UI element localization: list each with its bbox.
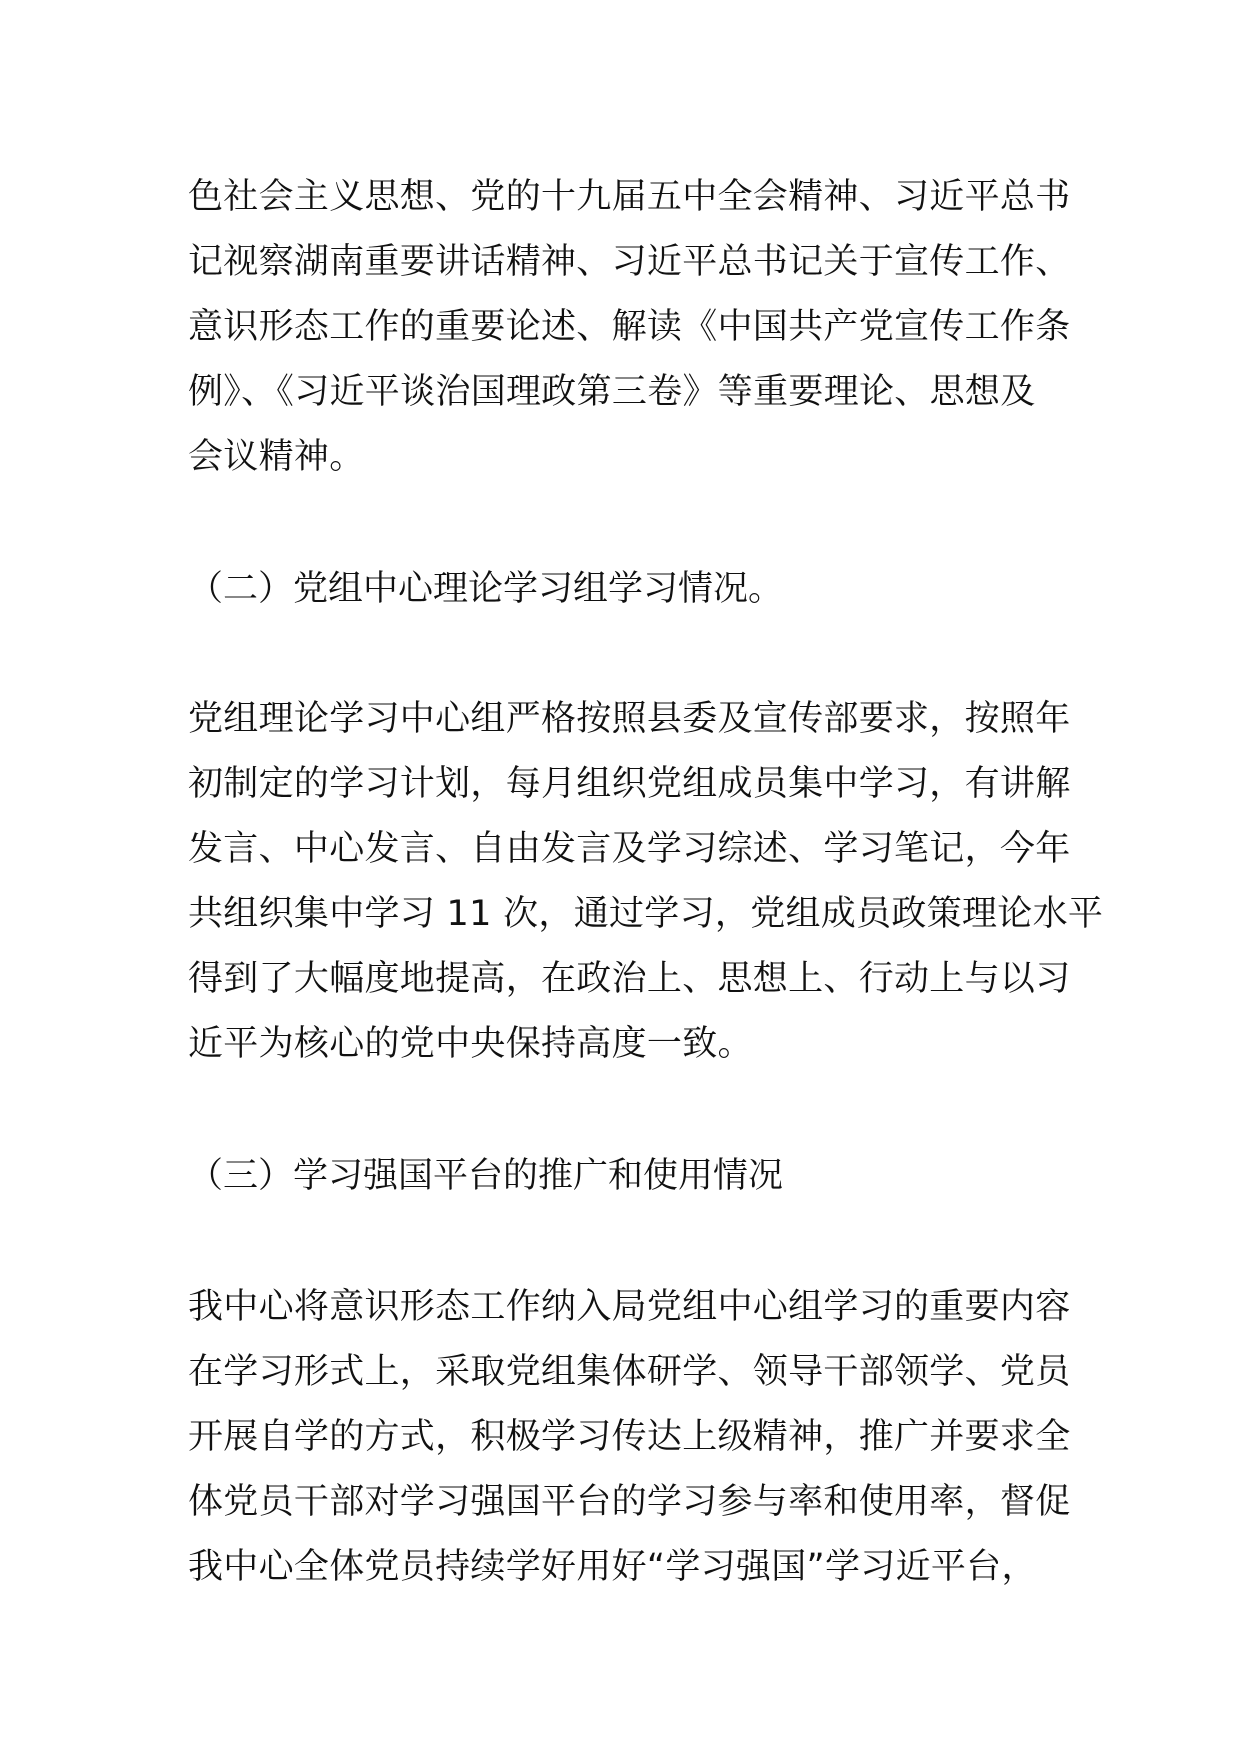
text-line: 开展自学的方式，积极学习传达上级精神，推广并要求全 (188, 1417, 1071, 1457)
text-line: 会议精神。 (188, 437, 365, 477)
text-line: 例》、《习近平谈治国理政第三卷》等重要理论、思想及 (188, 372, 1036, 412)
text-line: 党组理论学习中心组严格按照县委及宣传部要求，按照年 (188, 699, 1071, 739)
text-line: 近平为核心的党中央保持高度一致。 (188, 1024, 753, 1064)
text-line: 初制定的学习计划，每月组织党组成员集中学习，有讲解 (188, 764, 1071, 804)
heading-text: （二）党组中心理论学习组学习情况。 (188, 569, 784, 609)
text-line: 体党员干部对学习强国平台的学习参与率和使用率，督促 (188, 1482, 1071, 1522)
section-heading-2 (188, 557, 1068, 622)
text-line: 在学习形式上，采取党组集体研学、领导干部领学、党员 (188, 1352, 1071, 1392)
text-line: 意识形态工作的重要论述、解读《中国共产党宣传工作条 (188, 307, 1071, 347)
section-heading-3 (188, 1144, 1068, 1209)
text-line: 色社会主义思想、党的十九届五中全会精神、习近平总书 (188, 177, 1071, 217)
heading-text: （三）学习强国平台的推广和使用情况 (188, 1156, 784, 1196)
text-line: 我中心将意识形态工作纳入局党组中心组学习的重要内容 (188, 1287, 1071, 1327)
paragraph-xuexi-qiangguo (188, 1275, 1071, 1600)
paragraph-ideology-study (188, 165, 1071, 490)
text-line: 我中心全体党员持续学好用好“学习强国”学习近平台， (188, 1547, 1037, 1587)
text-line: 得到了大幅度地提高，在政治上、思想上、行动上与以习 (188, 959, 1071, 999)
text-line: 发言、中心发言、自由发言及学习综述、学习笔记，今年 (188, 829, 1071, 869)
text-line: 记视察湖南重要讲话精神、习近平总书记关于宣传工作、 (188, 242, 1071, 282)
text-line: 共组织集中学习 11 次，通过学习，党组成员政策理论水平 (188, 894, 1104, 934)
paragraph-party-group-study (188, 687, 1104, 1077)
